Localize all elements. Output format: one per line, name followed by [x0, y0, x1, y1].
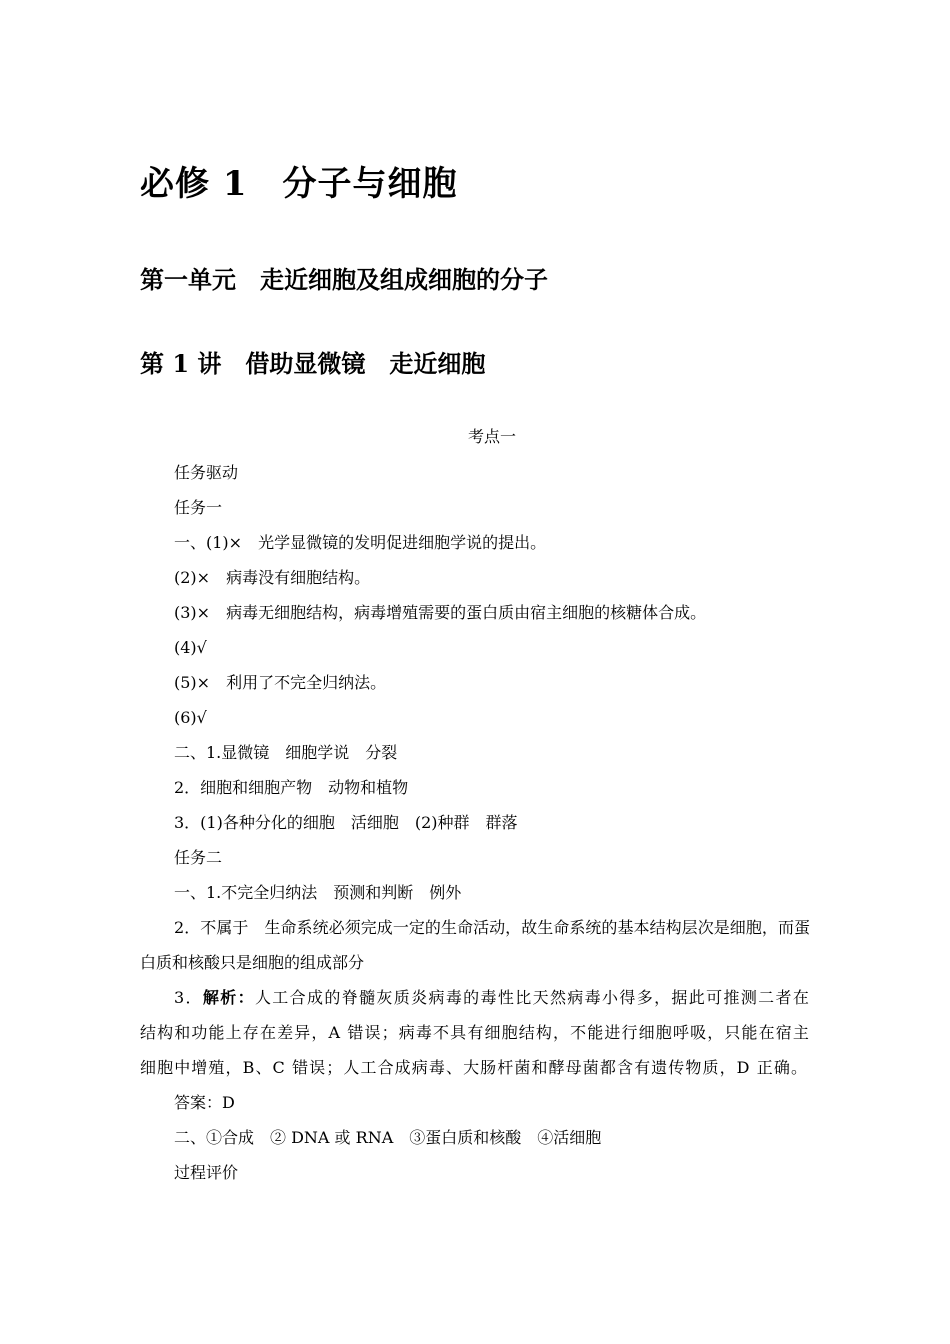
- answer-line: (2)× 病毒没有细胞结构。: [174, 568, 371, 587]
- section-label: 考点一: [467, 427, 516, 446]
- answer-line: 一、1.不完全归纳法 预测和判断 例外: [174, 883, 462, 902]
- answer-line: (4)√: [174, 638, 207, 657]
- analysis-label: 解析：: [202, 988, 255, 1007]
- lecture-title: 第 1 讲 借助显微镜 走近细胞: [140, 349, 486, 378]
- answer-line: (3)× 病毒无细胞结构，病毒增殖需要的蛋白质由宿主细胞的核糖体合成。: [174, 603, 707, 622]
- task-drive-heading: 任务驱动: [174, 463, 239, 482]
- analysis-paragraph: [140, 980, 810, 1085]
- answer-body: [140, 455, 810, 1190]
- process-eval-heading: 过程评价: [174, 1163, 239, 1182]
- answer-line: 一、(1)× 光学显微镜的发明促进细胞学说的提出。: [174, 533, 547, 552]
- module-title: 必修 1 分子与细胞: [140, 164, 458, 204]
- answer-line: 2．细胞和细胞产物 动物和植物: [174, 778, 409, 797]
- analysis-text: 人工合成的脊髓灰质炎病毒的毒性比天然病毒小得多，据此可推测二者在结构和功能上存在差异，A 错误；病毒不具有细胞结构，不能进行细胞呼吸，只能在宿主细胞中增殖，B、C 错误；人工合成病毒、大肠杆菌和酵母菌都含有遗传物质，D 正确。: [140, 988, 810, 1077]
- task1-heading: 任务一: [174, 498, 223, 517]
- analysis-number: 3．: [174, 988, 203, 1007]
- answer-line: (5)× 利用了不完全归纳法。: [174, 673, 387, 692]
- answer-line: 答案：D: [174, 1093, 235, 1112]
- answer-line: 二、1.显微镜 细胞学说 分裂: [174, 743, 398, 762]
- answer-line: 3．(1)各种分化的细胞 活细胞 (2)种群 群落: [174, 813, 518, 832]
- answer-line: (6)√: [174, 708, 207, 727]
- answer-paragraph: 2．不属于 生命系统必须完成一定的生命活动，故生命系统的基本结构层次是细胞，而蛋白质和核酸只是细胞的组成部分: [140, 918, 810, 972]
- answer-line: 二、①合成 ② DNA 或 RNA ③蛋白质和核酸 ④活细胞: [174, 1128, 602, 1147]
- unit-title: 第一单元 走近细胞及组成细胞的分子: [140, 265, 548, 294]
- task2-heading: 任务二: [174, 848, 223, 867]
